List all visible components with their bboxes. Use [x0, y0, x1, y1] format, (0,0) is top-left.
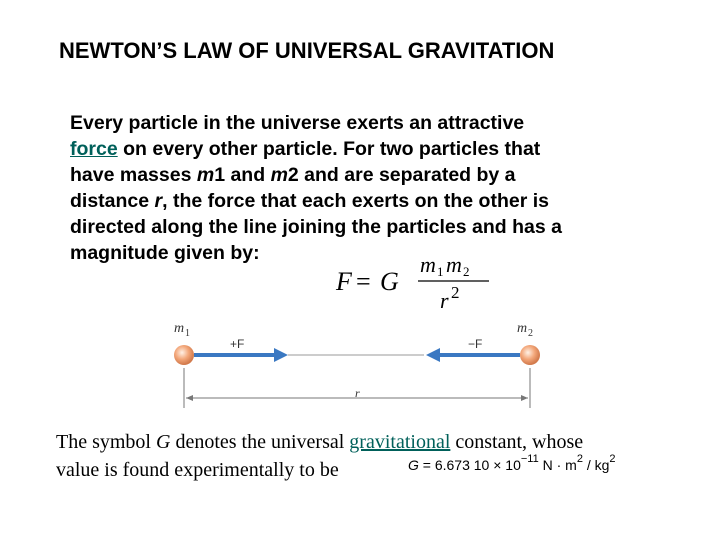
- force-diagram: [168, 318, 548, 412]
- g-value-exponent: −11: [520, 453, 539, 465]
- force-arrow-right-head: [274, 348, 288, 362]
- paragraph-line-5: directed along the line joining the particles and has a: [70, 216, 562, 238]
- paragraph-line-1: Every particle in the universe exerts an attractive: [70, 112, 525, 134]
- constant-line-1-c: constant, whose: [450, 431, 584, 453]
- g-value-unit-n-m: N · m: [538, 457, 577, 473]
- force-arrow-left-head: [426, 348, 440, 362]
- paragraph-line-3-a: have masses: [70, 164, 197, 186]
- particle-m1: [174, 345, 194, 365]
- formula-m1: m: [420, 252, 436, 277]
- formula-equals: =: [356, 267, 371, 296]
- force-link[interactable]: force: [70, 138, 118, 160]
- paragraph-line-2-text: on every other particle. For two particles that: [117, 138, 541, 160]
- formula-r: r: [440, 288, 449, 312]
- force-label-minus: −F: [468, 337, 483, 351]
- g-value-expression: [408, 450, 678, 480]
- formula-r-exponent: 2: [451, 283, 460, 302]
- force-label-plus: +F: [230, 337, 245, 351]
- formula-m2-sub: 2: [463, 264, 470, 279]
- constant-line-2: value is found experimentally to be: [56, 459, 339, 481]
- formula-m1-sub: 1: [437, 264, 444, 279]
- particle-m2: [520, 345, 540, 365]
- paragraph-line-3: [70, 162, 710, 188]
- distance-label-r: r: [355, 386, 360, 400]
- formula-F: F: [336, 267, 352, 296]
- paragraph-line-3-c: 2 and are separated by a: [287, 164, 516, 186]
- gravitation-formula: [334, 252, 494, 312]
- paragraph-line-4-b: , the force that each exerts on the other is: [162, 190, 549, 212]
- distance-arrow-right: [521, 395, 528, 401]
- constant-symbol-G: G: [156, 431, 171, 453]
- mass-label-m1: m: [174, 321, 185, 336]
- law-paragraph: [70, 110, 710, 266]
- constant-line-1-b: denotes the universal: [170, 431, 350, 453]
- gravitational-link[interactable]: gravitational: [349, 431, 451, 453]
- g-value-unit-kg-exponent: 2: [609, 453, 616, 465]
- g-value-number: = 6.673 10 × 10: [418, 457, 521, 473]
- g-value-unit-kg: / kg: [582, 457, 610, 473]
- mass-symbol-m2: m: [270, 164, 288, 186]
- paragraph-line-4-a: distance: [70, 190, 155, 212]
- mass-label-m2-sub: 2: [528, 328, 533, 339]
- constant-line-1-a: The symbol: [56, 431, 156, 453]
- g-value-text: [408, 453, 616, 473]
- g-value-lhs: G: [408, 457, 419, 473]
- mass-label-m2: m: [517, 321, 528, 336]
- paragraph-line-2: [70, 136, 710, 162]
- formula-G: G: [380, 267, 399, 296]
- mass-symbol-m1: m: [196, 164, 215, 186]
- page-title: NEWTON’S LAW OF UNIVERSAL GRAVITATION: [59, 38, 555, 63]
- g-value-unit-m-exponent: 2: [576, 453, 583, 465]
- paragraph-line-3-b: 1 and: [214, 164, 271, 186]
- mass-label-m1-sub: 1: [185, 328, 190, 339]
- distance-arrow-left: [186, 395, 193, 401]
- distance-symbol-r: r: [154, 190, 163, 212]
- formula-m2: m: [446, 252, 462, 277]
- paragraph-line-6: magnitude given by:: [70, 242, 260, 264]
- paragraph-line-4: [70, 188, 710, 214]
